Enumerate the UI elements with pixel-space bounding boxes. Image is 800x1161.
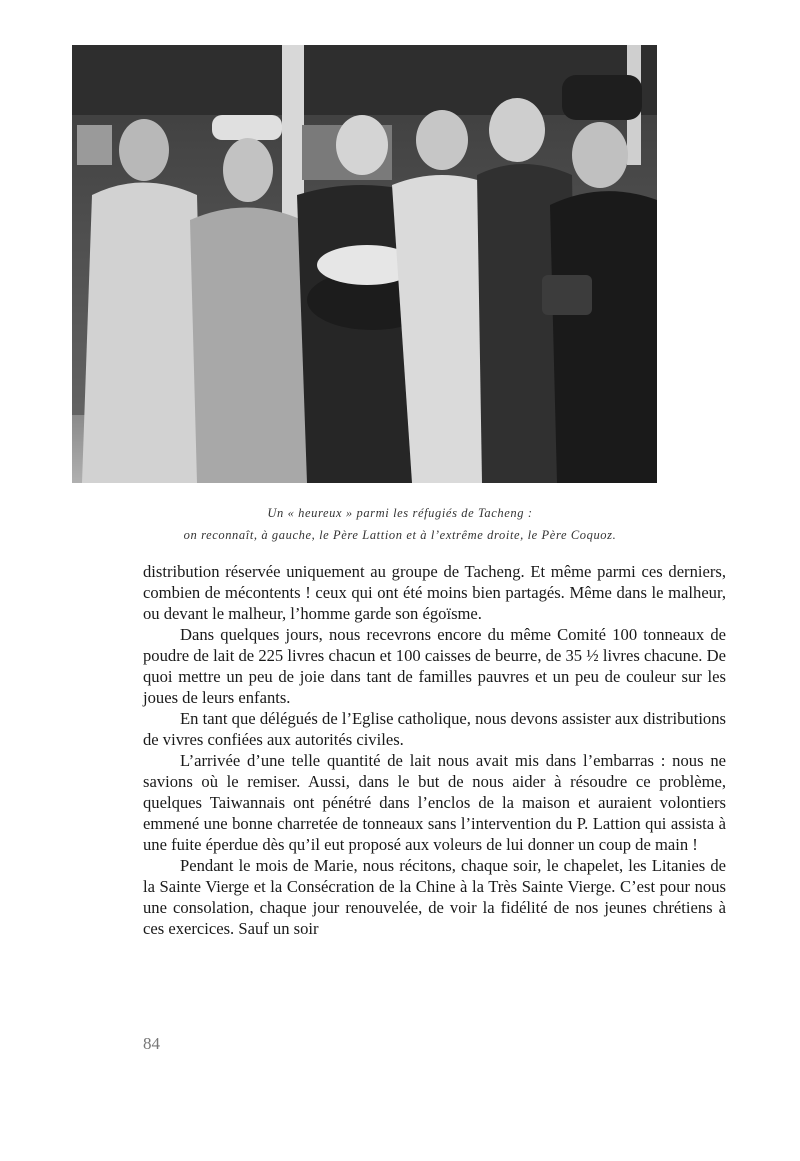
- paragraph-3: En tant que délégués de l’Eglise catholique, nous devons assister aux distributions de vivres confiées aux autorités civiles.: [143, 709, 726, 749]
- paragraph-5: Pendant le mois de Marie, nous récitons, chaque soir, le chapelet, les Litanies de la Sainte Vierge et la Consécration de la Chine à la Très Sainte Vierge. C’est pour nous une consolation, chaque jour renouvelée, de voir la fidélité de nos jeunes chrétiens à ces exercices. Sauf un soir: [143, 856, 726, 938]
- photograph-icon: [72, 45, 657, 483]
- paragraph-4: L’arrivée d’une telle quantité de lait nous avait mis dans l’embarras : nous ne savions où le remiser. Aussi, dans le but de nous aider à résoudre ce problème, quelques Taiwannais ont pénétré dans l’enclos de la maison et auraient volontiers emmené une bonne charretée de tonneaux sans l’intervention du P. Lattion qui assista à une fuite éperdue dès qu’il eut proposé aux voleurs de lui donner un coup de main !: [143, 751, 726, 854]
- paragraph-1: distribution réservée uniquement au groupe de Tacheng. Et même parmi ces derniers, combien de mécontents ! ceux qui ont été moins bien partagés. Même dans le malheur, ou devant le malheur, l’homme garde son égoïsme.: [143, 562, 726, 623]
- group-photograph: [72, 45, 657, 483]
- paragraph-2: Dans quelques jours, nous recevrons encore du même Comité 100 tonneaux de poudre de lait de 225 livres chacun et 100 caisses de beurre, de 35 ½ livres chacune. De quoi mettre un peu de joie dans tant de familles pauvres et un peu de couleur sur les joues de leurs enfants.: [143, 625, 726, 707]
- page-number: 84: [143, 1034, 160, 1053]
- photo-caption-line-1: Un « heureux » parmi les réfugiés de Tacheng :: [267, 506, 533, 520]
- body-text: [143, 561, 726, 939]
- photo-caption-line-2: on reconnaît, à gauche, le Père Lattion et à l’extrême droite, le Père Coquoz.: [183, 528, 617, 542]
